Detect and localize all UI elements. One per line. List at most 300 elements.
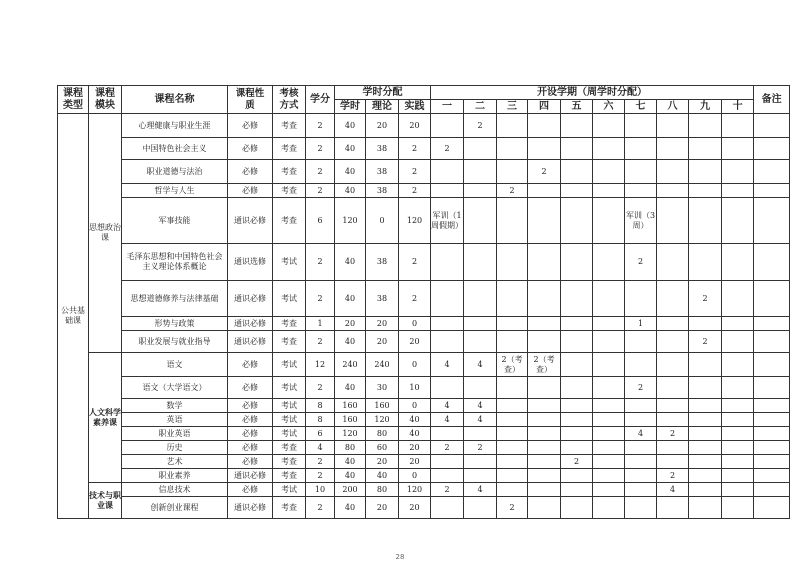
table-row <box>58 455 790 469</box>
semester-cell <box>625 497 657 519</box>
exam-cell: 考试 <box>273 399 306 413</box>
header-module: 课程 模块 <box>89 86 122 114</box>
semester-cell <box>528 244 561 281</box>
theory-cell: 20 <box>366 497 399 519</box>
semester-cell <box>528 399 561 413</box>
semester-cell <box>722 281 754 317</box>
semester-cell <box>657 114 689 138</box>
nature-cell: 必修 <box>228 427 273 441</box>
semester-cell <box>561 413 593 427</box>
header-type: 课程 类型 <box>58 86 89 114</box>
page-number: 28 <box>395 553 405 561</box>
table-row <box>58 441 790 455</box>
header-semester-group: 开设学期（周学时分配） <box>431 86 754 100</box>
credit-cell: 8 <box>306 413 335 427</box>
table-row <box>58 317 790 331</box>
semester-cell <box>431 497 464 519</box>
theory-cell: 0 <box>366 198 399 244</box>
table-row <box>58 427 790 441</box>
exam-cell: 考试 <box>273 353 306 377</box>
header-theory: 理论 <box>366 100 399 114</box>
semester-cell <box>464 427 497 441</box>
theory-cell: 20 <box>366 455 399 469</box>
semester-cell <box>464 455 497 469</box>
semester-cell <box>528 427 561 441</box>
remark-cell <box>754 353 790 377</box>
semester-cell <box>593 317 625 331</box>
semester-cell <box>625 455 657 469</box>
credit-cell: 4 <box>306 441 335 455</box>
semester-cell <box>593 441 625 455</box>
semester-cell <box>464 184 497 198</box>
semester-cell: 2 <box>689 331 722 353</box>
hours-cell: 40 <box>335 281 366 317</box>
semester-cell: 2 <box>464 114 497 138</box>
semester-cell <box>625 413 657 427</box>
course-name-cell: 形势与政策 <box>122 317 228 331</box>
practice-cell: 2 <box>399 160 431 184</box>
course-name-cell: 历史 <box>122 441 228 455</box>
nature-cell: 必修 <box>228 413 273 427</box>
semester-cell <box>657 399 689 413</box>
credit-cell: 2 <box>306 160 335 184</box>
semester-cell <box>528 441 561 455</box>
semester-cell <box>593 138 625 160</box>
credit-cell: 10 <box>306 483 335 497</box>
credit-cell: 1 <box>306 317 335 331</box>
exam-cell: 考试 <box>273 244 306 281</box>
semester-cell <box>561 427 593 441</box>
semester-cell <box>497 198 528 244</box>
header-semester-7: 七 <box>625 100 657 114</box>
exam-cell: 考试 <box>273 413 306 427</box>
semester-cell <box>528 184 561 198</box>
semester-cell <box>528 331 561 353</box>
semester-cell <box>431 114 464 138</box>
semester-cell <box>431 377 464 399</box>
nature-cell: 必修 <box>228 399 273 413</box>
table-row <box>58 198 790 244</box>
semester-cell <box>593 331 625 353</box>
semester-cell <box>561 331 593 353</box>
exam-cell: 考试 <box>273 281 306 317</box>
semester-cell <box>497 483 528 497</box>
semester-cell: 4 <box>464 353 497 377</box>
semester-cell <box>657 198 689 244</box>
exam-cell: 考查 <box>273 469 306 483</box>
hours-cell: 40 <box>335 497 366 519</box>
semester-cell <box>722 244 754 281</box>
exam-cell: 考试 <box>273 427 306 441</box>
module-cell-technology: 技术与职业课 <box>89 483 122 519</box>
course-name-cell: 心理健康与职业生涯 <box>122 114 228 138</box>
nature-cell: 必修 <box>228 483 273 497</box>
hours-cell: 120 <box>335 427 366 441</box>
hours-cell: 40 <box>335 184 366 198</box>
semester-cell <box>561 138 593 160</box>
semester-cell: 2 <box>431 483 464 497</box>
credit-cell: 6 <box>306 427 335 441</box>
semester-cell <box>593 184 625 198</box>
semester-cell <box>528 483 561 497</box>
semester-cell <box>497 427 528 441</box>
course-name-cell: 语文（大学语文） <box>122 377 228 399</box>
table-row <box>58 331 790 353</box>
semester-cell <box>625 138 657 160</box>
exam-cell: 考查 <box>273 331 306 353</box>
hours-cell: 40 <box>335 160 366 184</box>
header-credit: 学分 <box>306 86 335 114</box>
remark-cell <box>754 483 790 497</box>
header-semester-10: 十 <box>722 100 754 114</box>
remark-cell <box>754 377 790 399</box>
header-semester-2: 二 <box>464 100 497 114</box>
course-name-cell: 中国特色社会主义 <box>122 138 228 160</box>
semester-cell <box>561 281 593 317</box>
credit-cell: 2 <box>306 455 335 469</box>
semester-cell <box>497 455 528 469</box>
semester-cell <box>625 184 657 198</box>
header-semester-9: 九 <box>689 100 722 114</box>
semester-cell <box>625 469 657 483</box>
semester-cell <box>561 353 593 377</box>
hours-cell: 40 <box>335 469 366 483</box>
semester-cell <box>497 399 528 413</box>
semester-cell <box>689 353 722 377</box>
semester-cell <box>593 160 625 184</box>
semester-cell <box>689 377 722 399</box>
semester-cell <box>657 281 689 317</box>
nature-cell: 通识选修 <box>228 244 273 281</box>
theory-cell: 38 <box>366 184 399 198</box>
semester-cell <box>593 497 625 519</box>
semester-cell <box>497 331 528 353</box>
semester-cell <box>625 331 657 353</box>
semester-cell <box>657 184 689 198</box>
semester-cell <box>431 427 464 441</box>
semester-cell <box>657 138 689 160</box>
semester-cell <box>497 441 528 455</box>
semester-cell <box>689 427 722 441</box>
credit-cell: 2 <box>306 244 335 281</box>
semester-cell: 4 <box>657 483 689 497</box>
semester-cell <box>593 198 625 244</box>
semester-cell: 军训（1周假期） <box>431 198 464 244</box>
course-name-cell: 军事技能 <box>122 198 228 244</box>
remark-cell <box>754 281 790 317</box>
practice-cell: 2 <box>399 281 431 317</box>
exam-cell: 考试 <box>273 377 306 399</box>
practice-cell: 20 <box>399 441 431 455</box>
semester-cell <box>561 317 593 331</box>
semester-cell <box>561 441 593 455</box>
semester-cell <box>657 497 689 519</box>
credit-cell: 2 <box>306 377 335 399</box>
semester-cell <box>657 455 689 469</box>
remark-cell <box>754 198 790 244</box>
semester-cell: 2 <box>657 427 689 441</box>
exam-cell: 考查 <box>273 497 306 519</box>
semester-cell <box>722 497 754 519</box>
exam-cell: 考查 <box>273 184 306 198</box>
module-cell-politics: 思想政治课 <box>89 114 122 353</box>
exam-cell: 考试 <box>273 483 306 497</box>
remark-cell <box>754 244 790 281</box>
semester-cell: 2 <box>625 377 657 399</box>
practice-cell: 40 <box>399 427 431 441</box>
theory-cell: 80 <box>366 427 399 441</box>
theory-cell: 20 <box>366 331 399 353</box>
header-nature: 课程性 质 <box>228 86 273 114</box>
semester-cell <box>431 331 464 353</box>
nature-cell: 通识必修 <box>228 331 273 353</box>
semester-cell <box>561 114 593 138</box>
semester-cell <box>464 281 497 317</box>
semester-cell <box>431 317 464 331</box>
semester-cell <box>657 244 689 281</box>
header-exam: 考核 方式 <box>273 86 306 114</box>
practice-cell: 120 <box>399 483 431 497</box>
exam-cell: 考查 <box>273 441 306 455</box>
semester-cell <box>722 427 754 441</box>
semester-cell <box>657 353 689 377</box>
theory-cell: 38 <box>366 281 399 317</box>
semester-cell <box>689 483 722 497</box>
course-name-cell: 职业道德与法治 <box>122 160 228 184</box>
header-hours-group: 学时分配 <box>335 86 431 100</box>
semester-cell <box>431 244 464 281</box>
semester-cell <box>464 497 497 519</box>
header-semester-8: 八 <box>657 100 689 114</box>
semester-cell <box>497 413 528 427</box>
remark-cell <box>754 469 790 483</box>
semester-cell <box>722 160 754 184</box>
semester-cell <box>528 281 561 317</box>
course-name-cell: 数学 <box>122 399 228 413</box>
header-semester-4: 四 <box>528 100 561 114</box>
exam-cell: 考查 <box>273 198 306 244</box>
course-name-cell: 英语 <box>122 413 228 427</box>
practice-cell: 20 <box>399 331 431 353</box>
practice-cell: 120 <box>399 198 431 244</box>
exam-cell: 考查 <box>273 114 306 138</box>
theory-cell: 240 <box>366 353 399 377</box>
semester-cell <box>722 413 754 427</box>
theory-cell: 38 <box>366 138 399 160</box>
semester-cell: 2 <box>625 244 657 281</box>
credit-cell: 2 <box>306 138 335 160</box>
semester-cell: 4 <box>464 399 497 413</box>
hours-cell: 40 <box>335 244 366 281</box>
table-row <box>58 413 790 427</box>
semester-cell <box>689 138 722 160</box>
semester-cell <box>722 138 754 160</box>
credit-cell: 8 <box>306 399 335 413</box>
semester-cell: 2 <box>431 138 464 160</box>
semester-cell: 4 <box>431 413 464 427</box>
semester-cell <box>497 469 528 483</box>
semester-cell <box>689 244 722 281</box>
semester-cell <box>722 114 754 138</box>
table-row <box>58 160 790 184</box>
nature-cell: 必修 <box>228 455 273 469</box>
semester-cell <box>593 455 625 469</box>
semester-cell <box>722 184 754 198</box>
remark-cell <box>754 497 790 519</box>
semester-cell <box>657 441 689 455</box>
semester-cell <box>431 281 464 317</box>
header-remark: 备注 <box>754 86 790 114</box>
curriculum-table <box>57 85 790 519</box>
nature-cell: 必修 <box>228 441 273 455</box>
semester-cell <box>497 377 528 399</box>
semester-cell: 2（考查） <box>497 353 528 377</box>
semester-cell <box>625 441 657 455</box>
semester-cell <box>722 377 754 399</box>
semester-cell <box>561 399 593 413</box>
theory-cell: 20 <box>366 317 399 331</box>
semester-cell: 2 <box>464 441 497 455</box>
practice-cell: 0 <box>399 317 431 331</box>
course-name-cell: 职业发展与就业指导 <box>122 331 228 353</box>
semester-cell <box>528 469 561 483</box>
nature-cell: 通识必修 <box>228 469 273 483</box>
semester-cell <box>528 497 561 519</box>
course-name-cell: 哲学与人生 <box>122 184 228 198</box>
credit-cell: 2 <box>306 469 335 483</box>
semester-cell: 2 <box>497 184 528 198</box>
semester-cell <box>689 469 722 483</box>
theory-cell: 160 <box>366 399 399 413</box>
course-name-cell: 语文 <box>122 353 228 377</box>
semester-cell <box>431 160 464 184</box>
hours-cell: 40 <box>335 377 366 399</box>
semester-cell <box>497 138 528 160</box>
course-name-cell: 艺术 <box>122 455 228 469</box>
theory-cell: 60 <box>366 441 399 455</box>
course-name-cell: 创新创业课程 <box>122 497 228 519</box>
semester-cell: 2 <box>528 160 561 184</box>
credit-cell: 2 <box>306 331 335 353</box>
semester-cell <box>722 331 754 353</box>
semester-cell <box>625 353 657 377</box>
semester-cell <box>722 399 754 413</box>
table-row <box>58 353 790 377</box>
semester-cell <box>593 353 625 377</box>
semester-cell <box>464 244 497 281</box>
semester-cell <box>689 455 722 469</box>
semester-cell <box>431 469 464 483</box>
practice-cell: 0 <box>399 353 431 377</box>
semester-cell <box>497 281 528 317</box>
nature-cell: 必修 <box>228 353 273 377</box>
practice-cell: 0 <box>399 469 431 483</box>
semester-cell <box>689 441 722 455</box>
semester-cell <box>528 413 561 427</box>
semester-cell <box>689 317 722 331</box>
remark-cell <box>754 413 790 427</box>
semester-cell: 2（考查） <box>528 353 561 377</box>
credit-cell: 2 <box>306 184 335 198</box>
credit-cell: 2 <box>306 114 335 138</box>
semester-cell <box>657 160 689 184</box>
remark-cell <box>754 331 790 353</box>
semester-cell: 4 <box>625 427 657 441</box>
semester-cell: 4 <box>431 399 464 413</box>
header-semester-3: 三 <box>497 100 528 114</box>
credit-cell: 6 <box>306 198 335 244</box>
semester-cell <box>561 377 593 399</box>
hours-cell: 240 <box>335 353 366 377</box>
hours-cell: 80 <box>335 441 366 455</box>
semester-cell <box>528 198 561 244</box>
semester-cell <box>561 483 593 497</box>
semester-cell <box>497 160 528 184</box>
semester-cell <box>528 455 561 469</box>
semester-cell <box>625 114 657 138</box>
semester-cell: 2 <box>497 497 528 519</box>
hours-cell: 20 <box>335 317 366 331</box>
credit-cell: 2 <box>306 281 335 317</box>
table-row <box>58 138 790 160</box>
table-row <box>58 399 790 413</box>
exam-cell: 考查 <box>273 138 306 160</box>
nature-cell: 必修 <box>228 184 273 198</box>
remark-cell <box>754 138 790 160</box>
practice-cell: 2 <box>399 138 431 160</box>
semester-cell: 军训（3周） <box>625 198 657 244</box>
semester-cell <box>497 114 528 138</box>
semester-cell <box>464 160 497 184</box>
theory-cell: 40 <box>366 469 399 483</box>
semester-cell <box>464 138 497 160</box>
table-body <box>58 114 790 519</box>
semester-cell <box>722 353 754 377</box>
table-row <box>58 281 790 317</box>
theory-cell: 120 <box>366 413 399 427</box>
practice-cell: 20 <box>399 114 431 138</box>
practice-cell: 2 <box>399 244 431 281</box>
semester-cell <box>593 399 625 413</box>
semester-cell <box>593 114 625 138</box>
exam-cell: 考查 <box>273 160 306 184</box>
semester-cell <box>497 317 528 331</box>
table-row <box>58 114 790 138</box>
header-semester-6: 六 <box>593 100 625 114</box>
semester-cell <box>689 399 722 413</box>
semester-cell: 4 <box>464 483 497 497</box>
practice-cell: 2 <box>399 184 431 198</box>
semester-cell <box>593 427 625 441</box>
credit-cell: 12 <box>306 353 335 377</box>
semester-cell <box>689 160 722 184</box>
table-row <box>58 377 790 399</box>
semester-cell <box>625 399 657 413</box>
semester-cell <box>431 455 464 469</box>
semester-cell: 2 <box>431 441 464 455</box>
course-name-cell: 信息技术 <box>122 483 228 497</box>
semester-cell <box>722 441 754 455</box>
hours-cell: 160 <box>335 399 366 413</box>
semester-cell <box>561 244 593 281</box>
semester-cell: 2 <box>657 469 689 483</box>
semester-cell <box>561 469 593 483</box>
semester-cell <box>689 114 722 138</box>
header-hours: 学时 <box>335 100 366 114</box>
semester-cell <box>464 317 497 331</box>
remark-cell <box>754 184 790 198</box>
semester-cell <box>625 483 657 497</box>
